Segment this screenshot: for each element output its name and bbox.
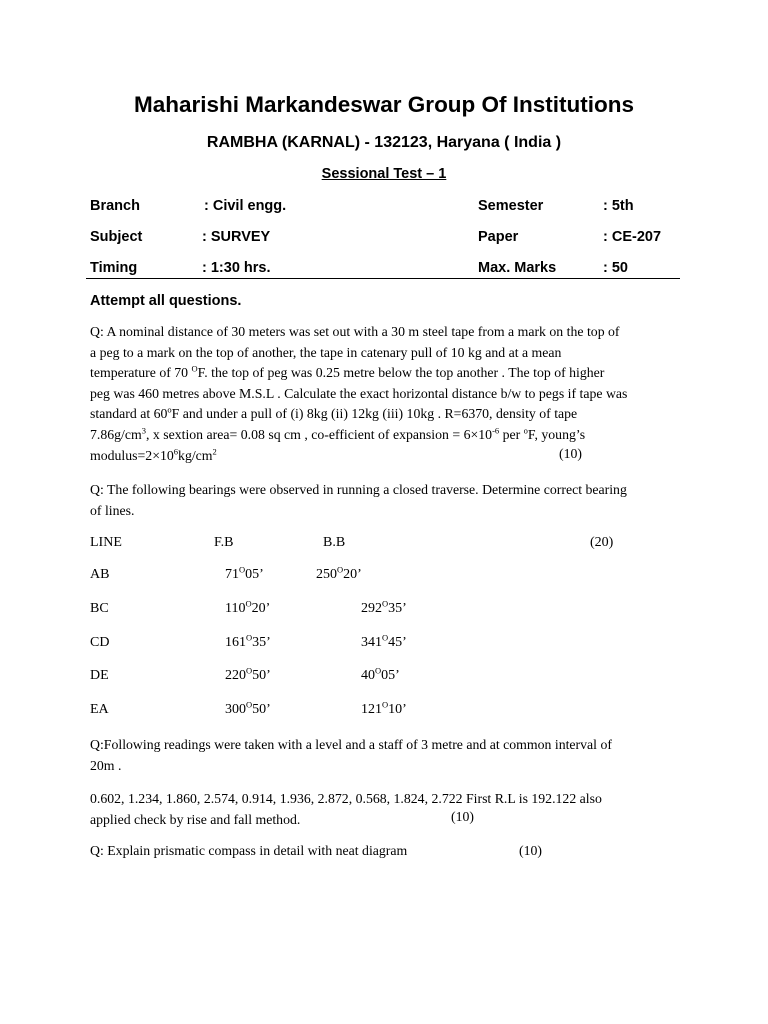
q1-line: Q: A nominal distance of 30 meters was set out with a 30 m steel tape from a mark on the top of xyxy=(90,324,620,339)
bearing-header-bb: B.B xyxy=(323,535,346,550)
bearing-line-name: CD xyxy=(90,635,110,650)
paper-label: Paper xyxy=(478,229,519,245)
subject-label: Subject xyxy=(90,229,143,245)
branch-label: Branch xyxy=(90,198,140,214)
q3-marks: (10) xyxy=(451,809,474,824)
timing-value: : 1:30 hrs. xyxy=(202,260,271,276)
timing-label: Timing xyxy=(90,260,138,276)
degree-sup: O xyxy=(382,632,389,643)
q1-marks: (10) xyxy=(559,446,582,461)
q2-line: of lines. xyxy=(90,502,135,518)
fore-bearing-value xyxy=(225,632,271,651)
header-divider xyxy=(86,278,680,279)
back-bearing-value xyxy=(361,632,407,651)
bearing-degrees: 300 xyxy=(225,702,246,717)
max-marks-label: Max. Marks xyxy=(478,260,557,276)
exponent-sup: 3 xyxy=(141,425,146,436)
bearing-minutes: 35’ xyxy=(388,601,407,616)
bearing-degrees: 40 xyxy=(361,668,375,683)
degree-sup: o xyxy=(523,425,528,436)
back-bearing-value xyxy=(361,699,407,718)
back-bearing-value xyxy=(361,665,400,684)
degree-sup: O xyxy=(245,598,252,609)
q4-marks: (10) xyxy=(519,843,542,858)
degree-sup: O xyxy=(246,632,253,643)
semester-value: : 5th xyxy=(603,198,634,214)
bearing-degrees: 220 xyxy=(225,668,246,683)
degree-sup: o xyxy=(167,404,172,415)
degree-sup: O xyxy=(382,699,389,710)
q1-text: , x sextion area= 0.08 sq cm , co-efficient of expansion = 6×10 xyxy=(145,426,493,442)
degree-sup: O xyxy=(239,564,246,575)
institution-address: RAMBHA (KARNAL) - 132123, Haryana ( India ) xyxy=(206,134,562,151)
test-title xyxy=(0,166,768,182)
subject-value: : SURVEY xyxy=(202,229,271,245)
degree-sup: O xyxy=(246,699,253,710)
fore-bearing-value xyxy=(225,598,271,617)
q1-line xyxy=(90,446,690,467)
q1-text: temperature of 70 xyxy=(90,365,192,381)
q2-line: Q: The following bearings were observed in running a closed traverse. Determine correct bearing xyxy=(90,482,627,497)
degree-sup: O xyxy=(382,598,389,609)
bearing-minutes: 10’ xyxy=(388,702,407,717)
fore-bearing-value xyxy=(225,699,271,718)
q1-line: a peg to a mark on the top of another, the tape in catenary pull of 10 kg and at a mean xyxy=(90,344,562,360)
exponent-sup: 6 xyxy=(173,445,179,456)
q1-text: F. the top of peg was 0.25 metre below the top another . The top of higher xyxy=(197,365,605,381)
bearing-line-name: EA xyxy=(90,702,109,717)
paper-value: : CE-207 xyxy=(603,229,662,245)
semester-label: Semester xyxy=(478,198,544,214)
bearing-degrees: 121 xyxy=(361,702,382,717)
q1-text: standard at 60 xyxy=(90,406,168,422)
max-marks-value: : 50 xyxy=(603,260,628,276)
branch-value: : Civil engg. xyxy=(204,198,287,214)
bearing-minutes: 05’ xyxy=(381,668,400,683)
bearing-header-line: LINE xyxy=(90,535,122,550)
q1-text: kg/cm xyxy=(178,447,213,463)
q3-line: Q:Following readings were taken with a level and a staff of 3 metre and at common interval of xyxy=(90,737,612,752)
degree-sup: O xyxy=(337,564,344,575)
question-4: Q: Explain prismatic compass in detail with neat diagram xyxy=(90,843,408,858)
exponent-sup: -6 xyxy=(492,425,500,436)
bearing-minutes: 50’ xyxy=(252,668,271,683)
bearing-minutes: 35’ xyxy=(252,635,271,650)
degree-sup: O xyxy=(246,665,253,676)
degree-sup: O xyxy=(191,363,198,374)
q1-line: peg was 460 metres above M.S.L . Calculate the exact horizontal distance b/w to pegs if tape was xyxy=(90,385,628,401)
q1-text: F and under a pull of (i) 8kg (ii) 12kg (iii) 10kg . R=6370, density of tape xyxy=(171,406,578,422)
bearing-degrees: 161 xyxy=(225,635,246,650)
q1-text: modulus=2×10 xyxy=(90,447,174,463)
q1-line xyxy=(90,425,690,446)
q3-line: applied check by rise and fall method. xyxy=(90,811,301,827)
fore-bearing-value xyxy=(225,665,271,684)
q3-line: 20m . xyxy=(90,757,122,773)
bearing-line-name: BC xyxy=(90,601,109,616)
back-bearing-value xyxy=(361,598,407,617)
bearing-degrees: 110 xyxy=(225,601,246,616)
bearing-line-name: AB xyxy=(90,567,110,582)
bearing-minutes: 20’ xyxy=(251,601,271,616)
bearing-minutes: 45’ xyxy=(388,635,407,650)
bearing-minutes: 05’ xyxy=(245,567,264,582)
question-3-readings xyxy=(90,789,690,830)
fore-bearing-value xyxy=(225,564,264,583)
bearing-minutes: 20’ xyxy=(343,567,362,582)
q1-text: 7.86g/cm xyxy=(90,426,142,442)
test-title-text: Sessional Test – 1 xyxy=(321,166,447,182)
bearing-degrees: 250 xyxy=(316,567,337,582)
institution-title: Maharishi Markandeswar Group Of Institutions xyxy=(133,92,635,117)
q1-text: per xyxy=(499,426,524,442)
bearing-line-name: DE xyxy=(90,668,109,683)
q1-line xyxy=(90,404,690,425)
q3-line: 0.602, 1.234, 1.860, 2.574, 0.914, 1.936, 2.872, 0.568, 1.824, 2.722 First R.L is 192.122 also xyxy=(90,791,602,806)
q2-marks: (20) xyxy=(590,535,614,550)
question-3 xyxy=(90,735,690,776)
bearing-degrees: 341 xyxy=(361,635,382,650)
bearing-header-fb: F.B xyxy=(214,535,234,550)
instructions: Attempt all questions. xyxy=(90,293,242,309)
q1-line xyxy=(90,363,690,384)
bearing-degrees: 71 xyxy=(225,567,239,582)
degree-sup: O xyxy=(375,665,382,676)
q1-text: F, young’s xyxy=(527,426,586,442)
question-1 xyxy=(90,322,690,466)
exponent-sup: 2 xyxy=(212,445,217,456)
bearing-degrees: 292 xyxy=(361,601,382,616)
bearing-minutes: 50’ xyxy=(252,702,271,717)
back-bearing-value xyxy=(316,564,362,583)
question-2 xyxy=(90,480,690,521)
